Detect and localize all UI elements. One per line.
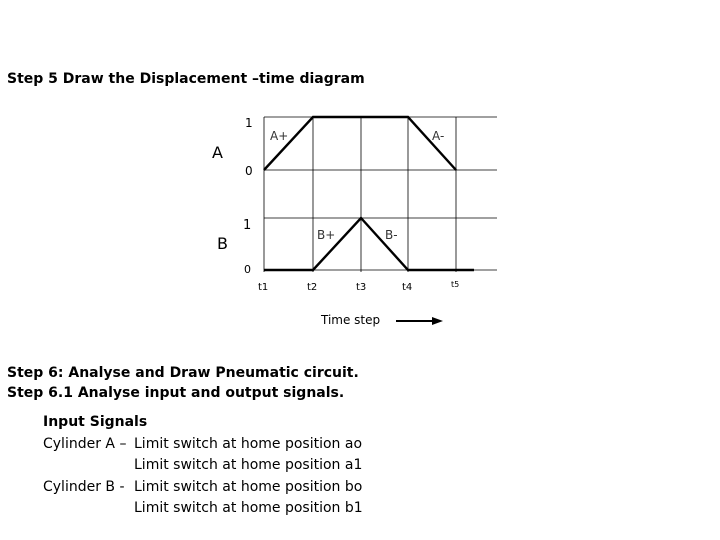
cylinder-a-label: A xyxy=(212,143,223,162)
a-level-0-label: 0 xyxy=(245,164,253,178)
b-minus-label: B- xyxy=(385,228,398,242)
time-label-t4: t4 xyxy=(402,282,413,293)
time-label-t2: t2 xyxy=(307,282,318,293)
signal-text: Limit switch at home position b1 xyxy=(134,500,363,516)
signal-text: Limit switch at home position ao xyxy=(134,435,363,452)
time-label-t1: t1 xyxy=(258,282,269,293)
signal-row xyxy=(43,434,363,456)
a-level-1-label: 1 xyxy=(245,116,253,130)
a-plus-label: A+ xyxy=(270,129,289,143)
b-level-0-label: 0 xyxy=(244,263,251,276)
step61-heading: Step 6.1 Analyse input and output signals. xyxy=(7,385,345,401)
step6-heading: Step 6: Analyse and Draw Pneumatic circuit. xyxy=(7,365,359,381)
signal-row xyxy=(43,455,363,477)
a-minus-label: A- xyxy=(432,129,445,143)
b-level-1-label: 1 xyxy=(243,218,252,233)
signal-text: Limit switch at home position a1 xyxy=(134,457,363,473)
signal-row xyxy=(43,498,363,520)
signal-cylinder-label: Cylinder A – xyxy=(43,435,127,452)
step6-block xyxy=(7,363,359,403)
input-signals-block xyxy=(43,412,363,520)
cylinder-b-displacement-path xyxy=(264,218,474,270)
signal-cylinder-label: Cylinder B - xyxy=(43,478,125,495)
b-plus-label: B+ xyxy=(317,228,336,242)
signal-row xyxy=(43,477,363,499)
signal-text: Limit switch at home position bo xyxy=(134,478,363,495)
time-step-label: Time step xyxy=(321,313,381,327)
step5-heading: Step 5 Draw the Displacement –time diagram xyxy=(7,71,365,87)
arrow-right-icon xyxy=(432,317,443,325)
input-signals-header: Input Signals xyxy=(43,414,148,430)
time-label-t3: t3 xyxy=(356,282,367,293)
cylinder-a-displacement-path xyxy=(264,117,456,170)
cylinder-b-label: B xyxy=(217,234,228,253)
time-label-t5: t5 xyxy=(451,280,460,289)
